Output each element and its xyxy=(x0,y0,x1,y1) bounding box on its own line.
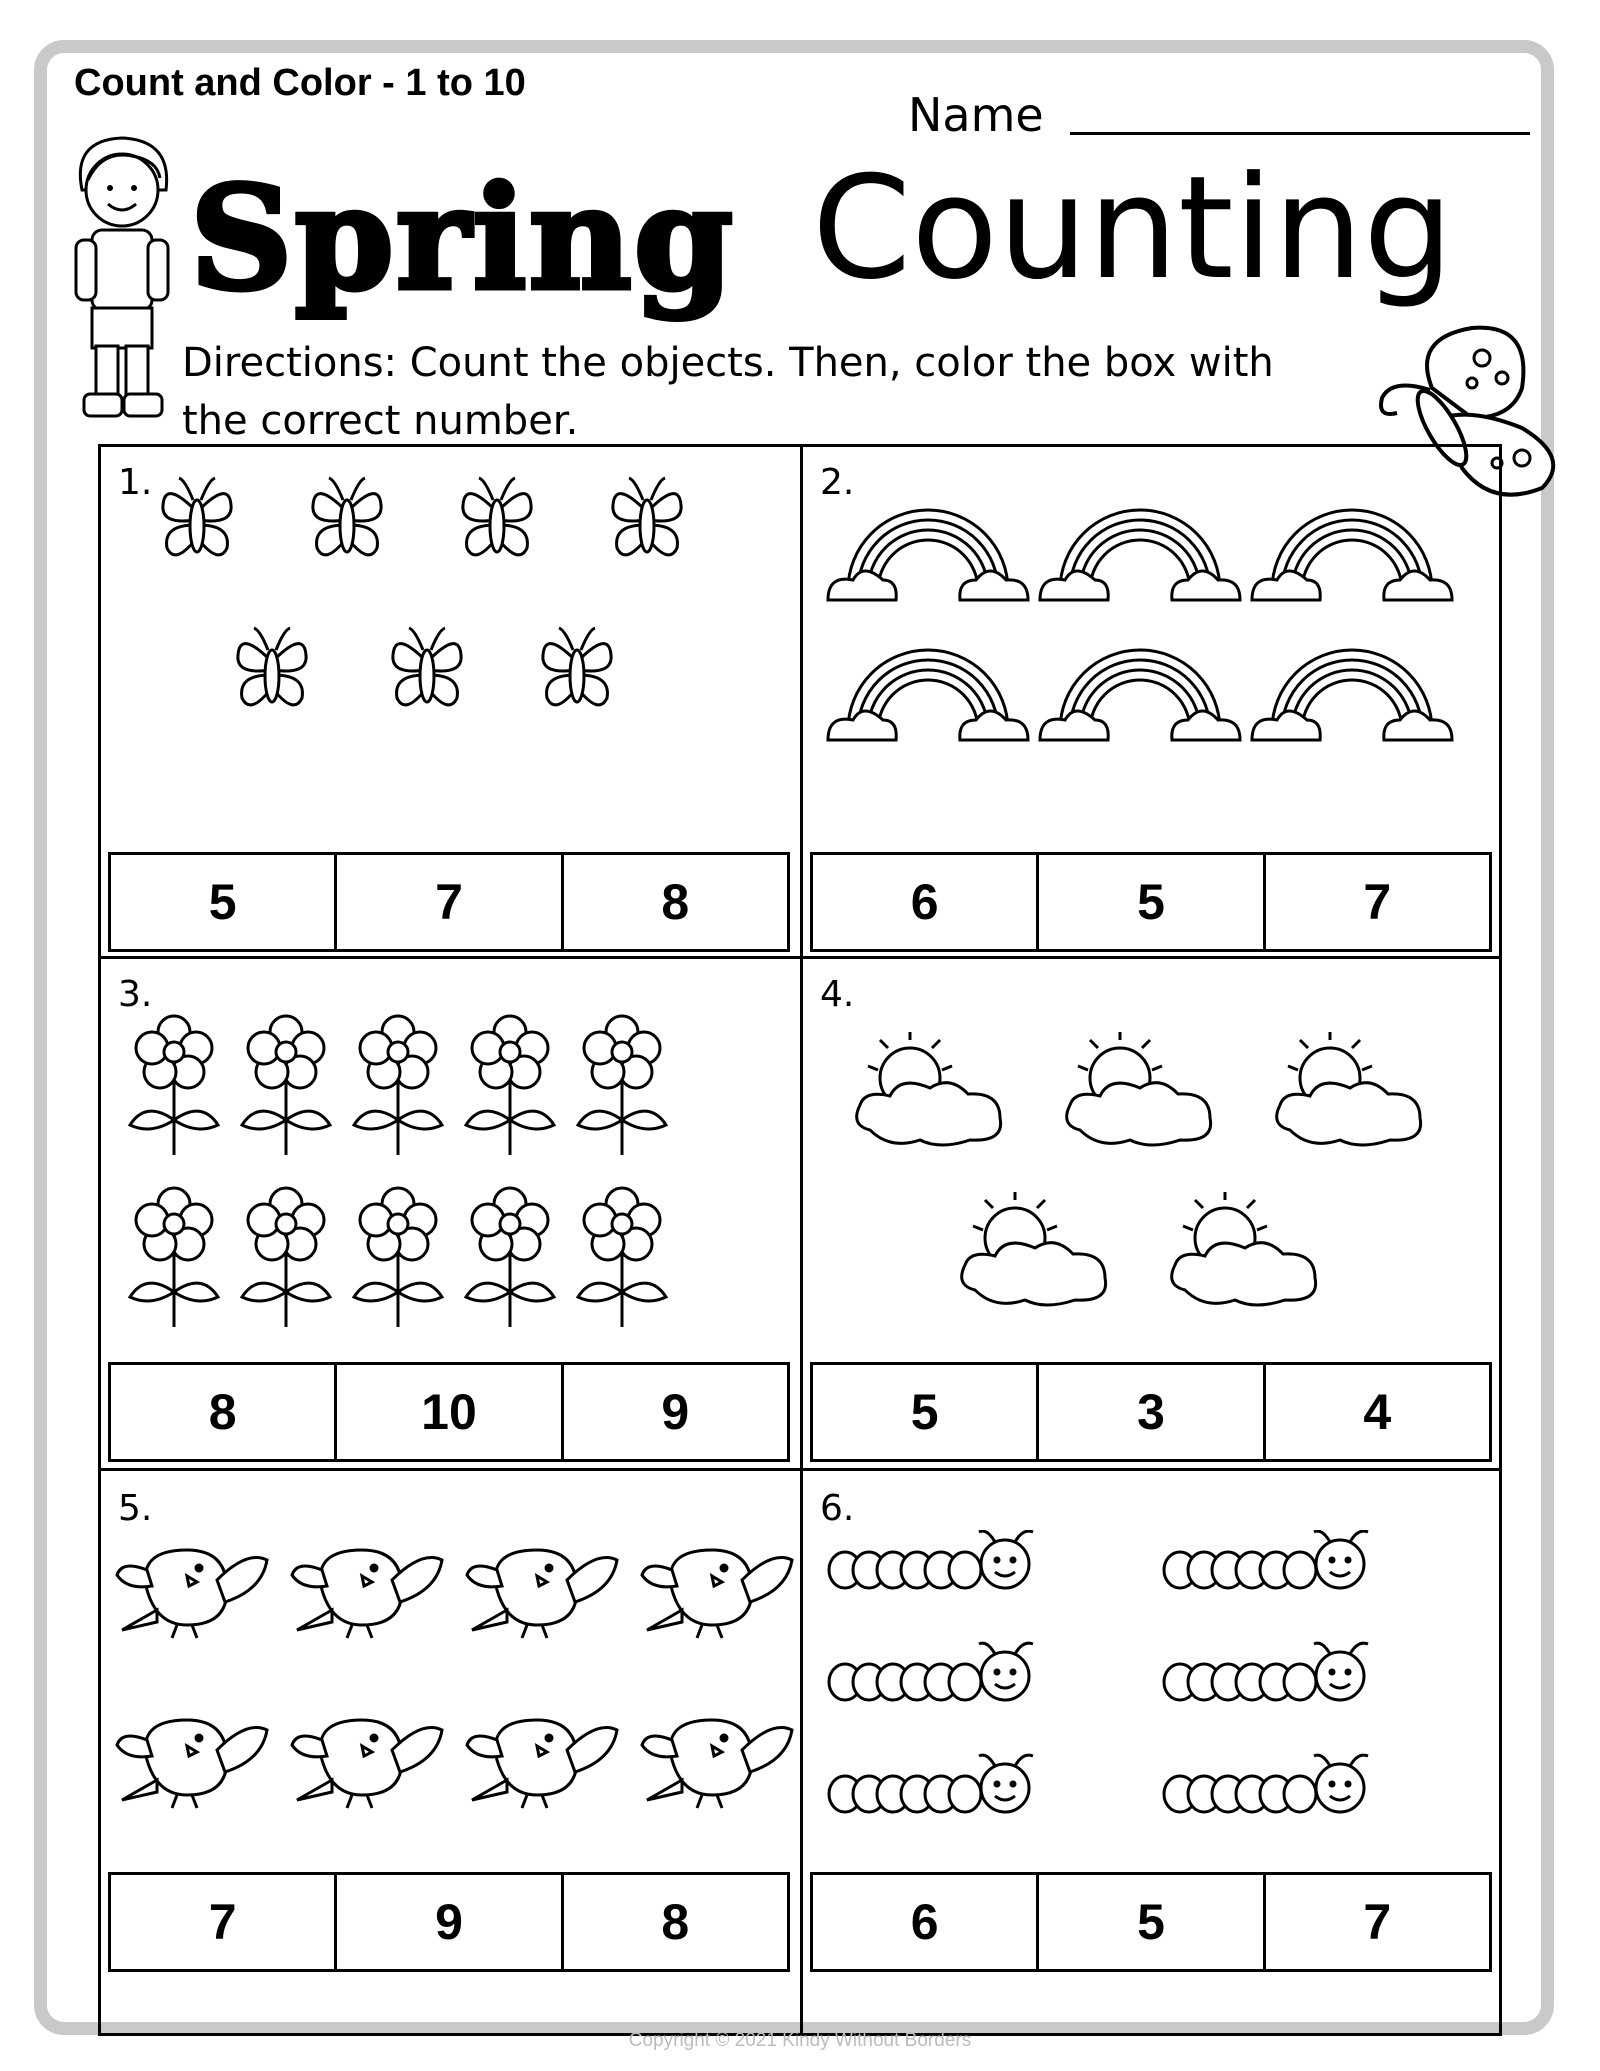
flowers-group xyxy=(126,1010,726,1330)
flower-icon xyxy=(130,1016,218,1155)
answer-box[interactable]: 7 xyxy=(1363,1894,1392,1950)
sun-cloud-icon xyxy=(1067,1032,1211,1145)
bird-icon xyxy=(292,1550,442,1638)
problem-number: 1. xyxy=(118,462,153,503)
answer-box[interactable]: 5 xyxy=(813,1365,1039,1459)
title-counting: Counting xyxy=(812,146,1454,311)
answer-boxes-6 xyxy=(810,1872,1492,1972)
answer-boxes-2 xyxy=(810,852,1492,952)
rainbow-icon xyxy=(1040,510,1240,600)
caterpillars-group xyxy=(822,1530,1422,1840)
answer-box[interactable]: 7 xyxy=(337,855,563,949)
answer-box[interactable]: 9 xyxy=(661,1384,690,1440)
answer-boxes-1 xyxy=(108,852,790,952)
sun-cloud-icon xyxy=(857,1032,1001,1145)
caterpillar-icon xyxy=(1164,1643,1368,1700)
caterpillar-icon xyxy=(829,1755,1033,1812)
problem-number: 2. xyxy=(820,462,855,503)
butterfly-icon xyxy=(163,478,231,555)
answer-box[interactable]: 5 xyxy=(1039,855,1265,949)
sun-cloud-icon xyxy=(1277,1032,1421,1145)
answer-box[interactable]: 5 xyxy=(1039,1875,1265,1969)
flower-icon xyxy=(466,1016,554,1155)
answer-box[interactable]: 3 xyxy=(1039,1365,1265,1459)
answer-box[interactable]: 9 xyxy=(337,1875,563,1969)
rainbows-group xyxy=(820,490,1490,770)
copyright-text: Copyright © 2021 Kindy Without Borders xyxy=(628,2030,972,2051)
flower-icon xyxy=(130,1188,218,1327)
bird-icon xyxy=(467,1550,617,1638)
flower-icon xyxy=(578,1016,666,1155)
name-line[interactable] xyxy=(1070,132,1530,135)
answer-boxes-4 xyxy=(810,1362,1492,1462)
flower-icon xyxy=(578,1188,666,1327)
bird-icon xyxy=(642,1550,792,1638)
problem-number: 3. xyxy=(118,974,153,1015)
answer-box[interactable]: 8 xyxy=(661,1894,690,1950)
sun-cloud-icon xyxy=(962,1192,1106,1305)
flower-icon xyxy=(242,1188,330,1327)
worksheet-subtitle: Count and Color - 1 to 10 xyxy=(74,62,526,104)
name-label: Name xyxy=(908,88,1044,142)
answer-boxes-3 xyxy=(108,1362,790,1462)
problem-number: 5. xyxy=(118,1488,153,1529)
answer-box[interactable]: 4 xyxy=(1363,1384,1392,1440)
title-spring: Spring xyxy=(190,156,736,322)
answer-box[interactable]: 8 xyxy=(661,874,690,930)
grid-divider-row-2 xyxy=(98,1468,1502,1471)
rainbow-icon xyxy=(1040,650,1240,740)
birds-group xyxy=(112,1530,802,1850)
answer-box[interactable]: 7 xyxy=(111,1875,337,1969)
bird-icon xyxy=(117,1550,267,1638)
rainbow-icon xyxy=(828,650,1028,740)
grid-divider-row-1 xyxy=(98,956,1502,959)
rainbow-icon xyxy=(828,510,1028,600)
caterpillar-icon xyxy=(1164,1755,1368,1812)
butterfly-icon xyxy=(613,478,681,555)
sun-clouds-group xyxy=(840,1030,1480,1350)
butterflies-group xyxy=(150,470,770,740)
butterfly-icon xyxy=(393,628,461,705)
butterfly-icon xyxy=(313,478,381,555)
caterpillar-icon xyxy=(829,1531,1033,1588)
butterfly-icon xyxy=(463,478,531,555)
caterpillar-icon xyxy=(1164,1531,1368,1588)
answer-box[interactable]: 10 xyxy=(337,1365,563,1459)
flower-icon xyxy=(242,1016,330,1155)
flower-icon xyxy=(354,1016,442,1155)
sun-cloud-icon xyxy=(1172,1192,1316,1305)
answer-box[interactable]: 6 xyxy=(813,855,1039,949)
problem-number: 4. xyxy=(820,974,855,1015)
boy-illustration xyxy=(62,130,182,430)
butterfly-icon xyxy=(238,628,306,705)
rainbow-icon xyxy=(1252,650,1452,740)
flower-icon xyxy=(466,1188,554,1327)
answer-box[interactable]: 6 xyxy=(813,1875,1039,1969)
caterpillar-icon xyxy=(829,1643,1033,1700)
problem-number: 6. xyxy=(820,1488,855,1529)
flower-icon xyxy=(354,1188,442,1327)
bird-icon xyxy=(642,1720,792,1808)
answer-box[interactable]: 5 xyxy=(111,855,337,949)
bird-icon xyxy=(292,1720,442,1808)
bird-icon xyxy=(117,1720,267,1808)
directions-text: Directions: Count the objects. Then, color the box with the correct number. xyxy=(182,340,1274,444)
butterfly-icon xyxy=(543,628,611,705)
answer-box[interactable]: 8 xyxy=(111,1365,337,1459)
answer-box[interactable]: 7 xyxy=(1363,874,1392,930)
bird-icon xyxy=(467,1720,617,1808)
answer-boxes-5 xyxy=(108,1872,790,1972)
rainbow-icon xyxy=(1252,510,1452,600)
